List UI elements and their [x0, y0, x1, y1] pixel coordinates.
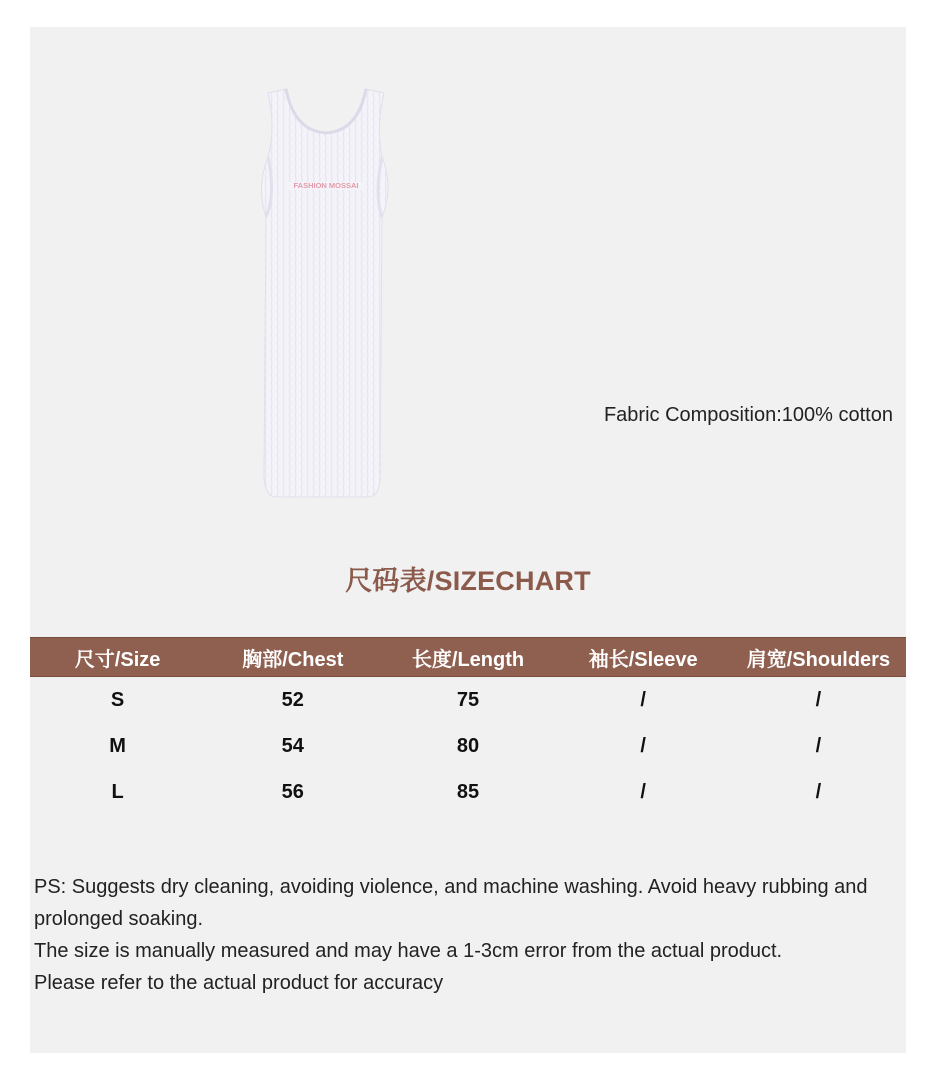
- table-header: [30, 637, 906, 677]
- size-chart-table: [30, 637, 906, 815]
- table-row: [30, 769, 906, 815]
- size-chart-title: 尺码表/SIZECHART: [345, 566, 591, 596]
- column-header-size: 尺寸/Size: [74, 648, 161, 671]
- cell-shoulders: /: [815, 780, 822, 803]
- cell-length: 75: [456, 688, 480, 711]
- cell-length: 85: [456, 780, 480, 803]
- cell-sleeve: /: [640, 734, 646, 757]
- cell-sleeve: /: [640, 780, 646, 803]
- column-header-shoulders: 肩宽/Shoulders: [746, 648, 891, 671]
- table-row: [30, 723, 906, 769]
- cell-chest: 52: [281, 688, 304, 711]
- shirt-print-text: FASHION MOSSAI: [293, 181, 359, 190]
- cell-size: S: [110, 688, 125, 711]
- cell-length: 80: [456, 734, 480, 757]
- fabric-composition: Fabric Composition:100% cotton: [603, 404, 893, 426]
- column-header-chest: 胸部/Chest: [242, 648, 344, 671]
- cell-size: M: [109, 734, 126, 757]
- table-row: [30, 677, 906, 723]
- tank-top-illustration: [256, 87, 396, 499]
- cell-chest: 54: [281, 734, 304, 757]
- cell-sleeve: /: [640, 688, 646, 711]
- cell-shoulders: /: [815, 734, 822, 757]
- cell-shoulders: /: [815, 688, 822, 711]
- care-note-accuracy: Please refer to the actual product for accuracy: [34, 972, 444, 994]
- column-header-length: 长度/Length: [411, 648, 525, 671]
- product-detail-panel: [30, 27, 906, 1053]
- cell-chest: 56: [281, 780, 304, 803]
- care-note-washing: PS: Suggests dry cleaning, avoiding violence, and machine washing. Avoid heavy rubbing and prolonged soaking.: [34, 876, 868, 930]
- care-notes: [34, 871, 904, 999]
- care-note-measurement: The size is manually measured and may have a 1-3cm error from the actual product.: [34, 940, 783, 962]
- cell-size: L: [111, 780, 124, 803]
- column-header-sleeve: 袖长/Sleeve: [588, 648, 698, 671]
- product-image: [256, 87, 396, 499]
